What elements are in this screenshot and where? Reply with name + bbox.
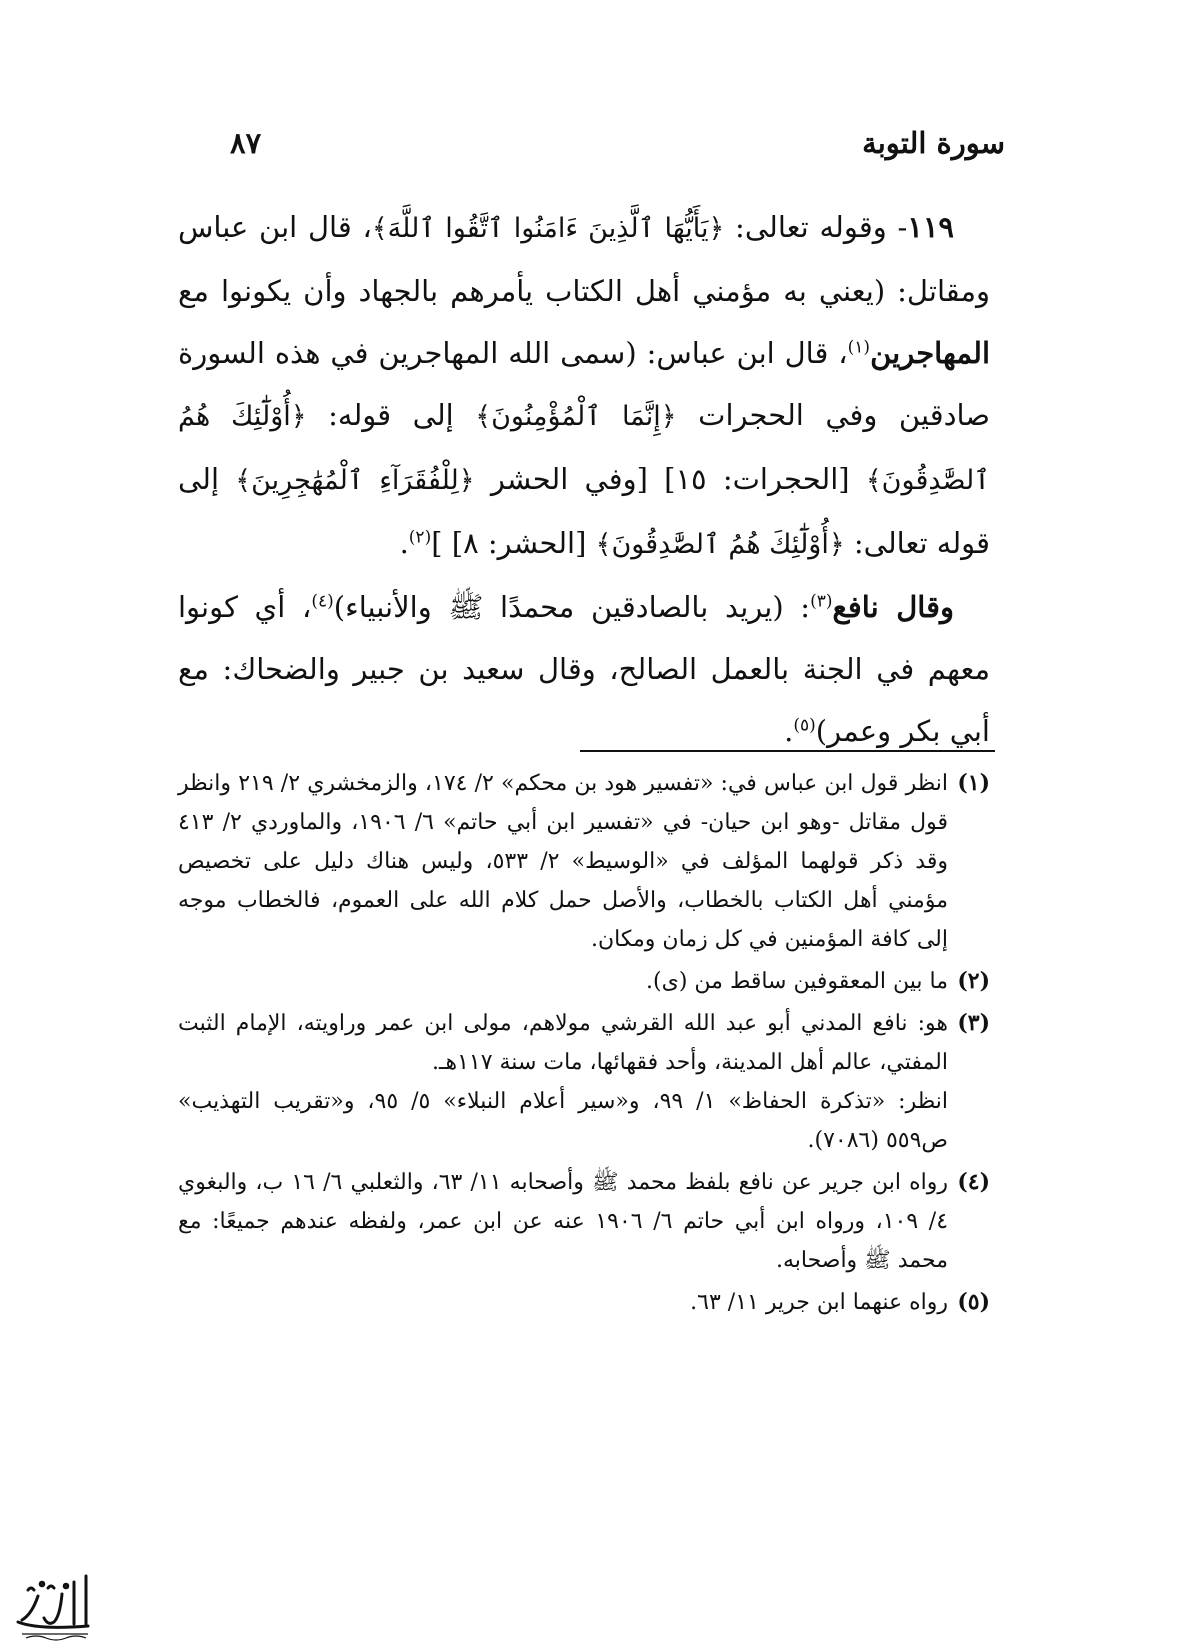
calligraphy-logo-icon (8, 1566, 96, 1644)
footnote-text: ما بين المعقوفين ساقط من (ى). (646, 969, 948, 994)
quran-quote: ﴿يَأَيُّهَا ٱلَّذِينَ ءَامَنُوا ٱتَّقُوا ٱللَّهَ﴾ (371, 213, 725, 244)
footnote-body (178, 1283, 948, 1322)
footnote-text: رواه ابن جرير عن نافع بلفظ محمد ﷺ وأصحابه ١١/ ٦٣، والثعلبي ٦/ ١٦ ب، والبغوي ٤/ ١٠٩، ورواه ابن أبي حاتم ٦/ ١٩٠٦ عنه عن ابن عمر، ولفظه عندهم جميعًا: مع محمد ﷺ وأصحابه. (178, 1170, 949, 1273)
footnote-3 (178, 1004, 990, 1160)
footnote-number: (٣) (957, 1010, 990, 1036)
text-segment: . (784, 714, 794, 748)
text-segment: . (399, 526, 409, 560)
footnote-ref: (١) (847, 337, 871, 358)
footnotes (178, 764, 990, 1325)
footnote-body (178, 764, 948, 959)
footnote-body (178, 1163, 948, 1280)
text-segment: ، قال ابن عباس: (سمى الله المهاجرين في هذه السورة صادقين وفي الحجرات (178, 336, 990, 432)
text-segment: إلى قوله تعالى: (178, 462, 990, 560)
running-header (230, 118, 1005, 168)
page-number: ٨٧ (230, 126, 262, 160)
footnote-ref: (٣) (810, 591, 833, 612)
quran-quote: ﴿إِنَّمَا ٱلْمُؤْمِنُونَ﴾ (475, 401, 677, 432)
footnote-4 (178, 1163, 990, 1280)
footnote-ref: (٤) (311, 591, 334, 612)
text-segment: وقال نافع (832, 590, 955, 624)
verse-number: ١١٩ (907, 210, 954, 244)
quran-quote: ﴿لِلْفُقَرَآءِ ٱلْمُهَٰجِرِينَ﴾ (235, 465, 475, 496)
footnote-2 (178, 962, 990, 1001)
footnote-body (178, 1004, 948, 1160)
surah-title: سورة التوبة (862, 126, 1005, 160)
footnote-body (178, 962, 948, 1001)
text-segment: [الحجرات: ١٥] [وفي الحشر (474, 462, 866, 496)
paragraph-verse-119 (178, 196, 990, 576)
text-segment: ، أي كونوا معهم في الجنة بالعمل الصالح، وقال سعيد بن جبير والضحاك: مع أبي بكر وعمر) (178, 590, 990, 748)
footnote-text: رواه عنهما ابن جرير ١١/ ٦٣. (690, 1290, 948, 1315)
footnote-number: (١) (957, 770, 990, 796)
footnote-ref: (٥) (793, 715, 816, 736)
text-segment: المهاجرين (870, 336, 990, 370)
main-text (178, 196, 990, 762)
publisher-logo (8, 1566, 96, 1644)
text-segment: إلى قوله: (306, 398, 476, 432)
text-segment: [الحشر: ٨] ] (431, 526, 596, 560)
footnote-text: هو: نافع المدني أبو عبد الله القرشي مولاهم، مولى ابن عمر وراويته، الإمام الثبت المفتي، عالم أهل المدينة، وأحد فقهائها، مات سنة ١١٧هـ. (178, 1011, 948, 1075)
text-segment: : (يريد بالصادقين محمدًا ﷺ والأنبياء) (333, 590, 811, 624)
quran-quote: ﴿أُوْلَٰٓئِكَ هُمُ ٱلصَّٰدِقُونَ﴾ (178, 401, 990, 496)
footnote-number: (٢) (957, 968, 990, 994)
text-segment: - وقوله تعالى: (724, 210, 908, 244)
footnote-text: انظر: «تذكرة الحفاظ» ١/ ٩٩، و«سير أعلام النبلاء» ٥/ ٩٥، و«تقريب التهذيب» ص٥٥٩ (٧٠٨٦). (178, 1089, 948, 1153)
footnote-1 (178, 764, 990, 959)
footnote-separator (580, 750, 995, 752)
footnote-number: (٥) (957, 1289, 990, 1315)
footnote-text: انظر قول ابن عباس في: «تفسير هود بن محكم» ٢/ ١٧٤، والزمخشري ٢/ ٢١٩ وانظر قول مقاتل -وهو ابن حيان- في «تفسير ابن أبي حاتم» ٦/ ١٩٠٦، والماوردي ٢/ ٤١٣ وقد ذكر قولهما المؤلف في «الوسيط» ٢/ ٥٣٣، وليس هناك دليل على تخصيص مؤمني أهل الكتاب بالخطاب، والأصل حمل كلام الله على العموم، فالخطاب موجه إلى كافة المؤمنين في كل زمان ومكان. (178, 771, 949, 952)
paragraph-nafi (178, 576, 990, 762)
footnote-ref: (٢) (408, 527, 432, 548)
quran-quote: ﴿أُوْلَٰٓئِكَ هُمُ ٱلصَّٰدِقُونَ﴾ (595, 529, 845, 560)
text-segment: ، قال ابن عباس ومقاتل: (يعني به مؤمني أهل الكتاب يأمرهم بالجهاد وأن يكونوا مع (178, 210, 990, 308)
footnote-number: (٤) (957, 1169, 990, 1195)
footnote-5 (178, 1283, 990, 1322)
